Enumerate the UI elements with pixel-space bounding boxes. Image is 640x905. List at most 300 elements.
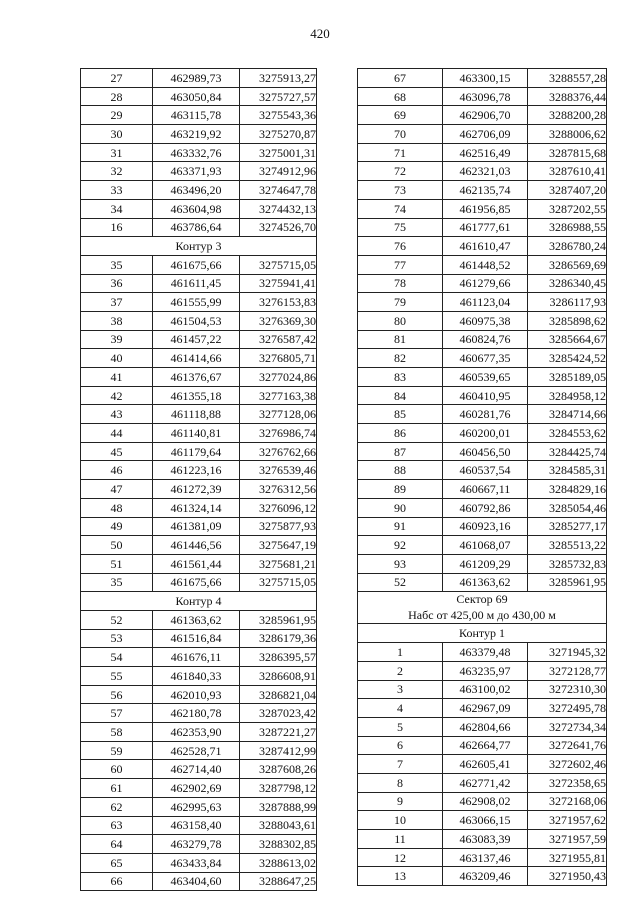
- x-coordinate: 462706,09: [443, 125, 528, 144]
- table-row: [358, 162, 607, 181]
- point-number: 33: [81, 181, 153, 200]
- y-coordinate: 3287608,26: [240, 760, 317, 779]
- y-coordinate: 3272128,77: [528, 661, 607, 680]
- point-number: 79: [358, 293, 443, 312]
- point-number: 82: [358, 349, 443, 368]
- x-coordinate: 460537,54: [443, 461, 528, 480]
- y-coordinate: 3276539,46: [240, 461, 317, 480]
- point-number: 85: [358, 405, 443, 424]
- point-number: 89: [358, 480, 443, 499]
- x-coordinate: 461457,22: [153, 330, 240, 349]
- x-coordinate: 461504,53: [153, 311, 240, 330]
- table-row: [81, 872, 317, 891]
- table-row: [358, 237, 607, 256]
- table-row: [358, 498, 607, 517]
- y-coordinate: 3288302,85: [240, 835, 317, 854]
- point-number: 69: [358, 106, 443, 125]
- y-coordinate: 3284958,12: [528, 386, 607, 405]
- table-row: [81, 573, 317, 592]
- y-coordinate: 3287412,99: [240, 741, 317, 760]
- y-coordinate: 3275647,19: [240, 536, 317, 555]
- table-row: [81, 274, 317, 293]
- table-row: [358, 218, 607, 237]
- table-row: [81, 610, 317, 629]
- y-coordinate: 3286117,93: [528, 293, 607, 312]
- table-row: [81, 311, 317, 330]
- x-coordinate: 461363,62: [443, 573, 528, 592]
- x-coordinate: 460539,65: [443, 368, 528, 387]
- point-number: 42: [81, 386, 153, 405]
- x-coordinate: 462967,09: [443, 699, 528, 718]
- table-row: [358, 736, 607, 755]
- x-coordinate: 463083,39: [443, 830, 528, 849]
- point-number: 6: [358, 736, 443, 755]
- x-coordinate: 461209,29: [443, 554, 528, 573]
- table-row: [358, 330, 607, 349]
- table-row: [358, 554, 607, 573]
- x-coordinate: 463279,78: [153, 835, 240, 854]
- x-coordinate: 461611,45: [153, 274, 240, 293]
- point-number: 59: [81, 741, 153, 760]
- y-coordinate: 3272310,30: [528, 680, 607, 699]
- point-number: 46: [81, 461, 153, 480]
- y-coordinate: 3287815,68: [528, 143, 607, 162]
- table-row: [81, 816, 317, 835]
- table-row: [81, 517, 317, 536]
- point-number: 81: [358, 330, 443, 349]
- point-number: 12: [358, 848, 443, 867]
- x-coordinate: 463158,40: [153, 816, 240, 835]
- x-coordinate: 463332,76: [153, 143, 240, 162]
- x-coordinate: 462714,40: [153, 760, 240, 779]
- x-coordinate: 460200,01: [443, 424, 528, 443]
- y-coordinate: 3271957,62: [528, 811, 607, 830]
- point-number: 37: [81, 293, 153, 312]
- point-number: 57: [81, 704, 153, 723]
- y-coordinate: 3285054,46: [528, 498, 607, 517]
- y-coordinate: 3284553,62: [528, 424, 607, 443]
- point-number: 60: [81, 760, 153, 779]
- y-coordinate: 3285961,95: [528, 573, 607, 592]
- x-coordinate: 461561,44: [153, 554, 240, 573]
- y-coordinate: 3276762,66: [240, 442, 317, 461]
- point-number: 65: [81, 853, 153, 872]
- x-coordinate: 461363,62: [153, 610, 240, 629]
- y-coordinate: 3272495,78: [528, 699, 607, 718]
- point-number: 52: [81, 610, 153, 629]
- point-number: 63: [81, 816, 153, 835]
- x-coordinate: 462664,77: [443, 736, 528, 755]
- point-number: 50: [81, 536, 153, 555]
- point-number: 53: [81, 629, 153, 648]
- x-coordinate: 462908,02: [443, 792, 528, 811]
- y-coordinate: 3285898,62: [528, 311, 607, 330]
- point-number: 40: [81, 349, 153, 368]
- x-coordinate: 462902,69: [153, 779, 240, 798]
- point-number: 43: [81, 405, 153, 424]
- table-row: [81, 143, 317, 162]
- y-coordinate: 3284425,74: [528, 442, 607, 461]
- y-coordinate: 3287407,20: [528, 181, 607, 200]
- x-coordinate: 461381,09: [153, 517, 240, 536]
- table-row: [358, 349, 607, 368]
- point-number: 67: [358, 69, 443, 88]
- table-row: [358, 573, 607, 592]
- x-coordinate: 462010,93: [153, 685, 240, 704]
- x-coordinate: 461956,85: [443, 199, 528, 218]
- x-coordinate: 461840,33: [153, 667, 240, 686]
- x-coordinate: 461414,66: [153, 349, 240, 368]
- table-body: [81, 69, 317, 891]
- y-coordinate: 3275913,27: [240, 69, 317, 88]
- table-row: [81, 797, 317, 816]
- x-coordinate: 463433,84: [153, 853, 240, 872]
- x-coordinate: 463300,15: [443, 69, 528, 88]
- table-row: [358, 773, 607, 792]
- table-row: [81, 554, 317, 573]
- table-row: [358, 405, 607, 424]
- table-row: [81, 218, 317, 237]
- y-coordinate: 3277024,86: [240, 368, 317, 387]
- point-number: 11: [358, 830, 443, 849]
- table-row: [358, 848, 607, 867]
- coordinates-table-left: [80, 68, 317, 891]
- x-coordinate: 461376,67: [153, 368, 240, 387]
- point-number: 90: [358, 498, 443, 517]
- table-row: [81, 181, 317, 200]
- table-row: [358, 755, 607, 774]
- table-row: [358, 811, 607, 830]
- point-number: 93: [358, 554, 443, 573]
- table-row: [81, 760, 317, 779]
- table-row: [358, 255, 607, 274]
- y-coordinate: 3285513,22: [528, 536, 607, 555]
- x-coordinate: 461676,11: [153, 648, 240, 667]
- x-coordinate: 462906,70: [443, 106, 528, 125]
- x-coordinate: 460677,35: [443, 349, 528, 368]
- x-coordinate: 463786,64: [153, 218, 240, 237]
- y-coordinate: 3275727,57: [240, 87, 317, 106]
- point-number: 49: [81, 517, 153, 536]
- x-coordinate: 461675,66: [153, 573, 240, 592]
- y-coordinate: 3286569,69: [528, 255, 607, 274]
- y-coordinate: 3288557,28: [528, 69, 607, 88]
- table-row: [358, 661, 607, 680]
- point-number: 2: [358, 661, 443, 680]
- table-row: [358, 125, 607, 144]
- table-row: [358, 792, 607, 811]
- y-coordinate: 3286395,57: [240, 648, 317, 667]
- y-coordinate: 3287610,41: [528, 162, 607, 181]
- point-number: 76: [358, 237, 443, 256]
- point-number: 52: [358, 573, 443, 592]
- y-coordinate: 3276986,74: [240, 424, 317, 443]
- sector-title: Сектор 69: [456, 592, 508, 607]
- x-coordinate: 462180,78: [153, 704, 240, 723]
- x-coordinate: 461123,04: [443, 293, 528, 312]
- point-number: 5: [358, 717, 443, 736]
- x-coordinate: 461355,18: [153, 386, 240, 405]
- table-row: [358, 143, 607, 162]
- point-number: 84: [358, 386, 443, 405]
- y-coordinate: 3274912,96: [240, 162, 317, 181]
- y-coordinate: 3286340,45: [528, 274, 607, 293]
- sector-header-row: [358, 592, 607, 624]
- table-row: [358, 536, 607, 555]
- y-coordinate: 3276369,30: [240, 311, 317, 330]
- y-coordinate: 3284829,16: [528, 480, 607, 499]
- point-number: 32: [81, 162, 153, 181]
- table-row: [81, 87, 317, 106]
- y-coordinate: 3276805,71: [240, 349, 317, 368]
- point-number: 51: [81, 554, 153, 573]
- y-coordinate: 3277128,06: [240, 405, 317, 424]
- table-row: [358, 643, 607, 662]
- x-coordinate: 460792,86: [443, 498, 528, 517]
- point-number: 56: [81, 685, 153, 704]
- point-number: 47: [81, 480, 153, 499]
- table-row: [358, 424, 607, 443]
- x-coordinate: 460923,16: [443, 517, 528, 536]
- x-coordinate: 461279,66: [443, 274, 528, 293]
- x-coordinate: 461610,47: [443, 237, 528, 256]
- x-coordinate: 463100,02: [443, 680, 528, 699]
- point-number: 7: [358, 755, 443, 774]
- x-coordinate: 462989,73: [153, 69, 240, 88]
- x-coordinate: 462995,63: [153, 797, 240, 816]
- point-number: 54: [81, 648, 153, 667]
- x-coordinate: 463604,98: [153, 199, 240, 218]
- point-number: 4: [358, 699, 443, 718]
- y-coordinate: 3288200,28: [528, 106, 607, 125]
- y-coordinate: 3286608,91: [240, 667, 317, 686]
- table-row: [81, 741, 317, 760]
- point-number: 72: [358, 162, 443, 181]
- table-row: [81, 685, 317, 704]
- table-row: [358, 442, 607, 461]
- y-coordinate: 3286821,04: [240, 685, 317, 704]
- y-coordinate: 3272641,76: [528, 736, 607, 755]
- point-number: 92: [358, 536, 443, 555]
- point-number: 9: [358, 792, 443, 811]
- sector-height-range: Набс от 425,00 м до 430,00 м: [408, 607, 556, 622]
- table-row: [81, 293, 317, 312]
- y-coordinate: 3285664,67: [528, 330, 607, 349]
- x-coordinate: 460410,95: [443, 386, 528, 405]
- y-coordinate: 3287888,99: [240, 797, 317, 816]
- point-number: 10: [358, 811, 443, 830]
- y-coordinate: 3287798,12: [240, 779, 317, 798]
- table-row: [81, 779, 317, 798]
- table-row: [358, 386, 607, 405]
- x-coordinate: 461118,88: [153, 405, 240, 424]
- table-row: [81, 704, 317, 723]
- point-number: 34: [81, 199, 153, 218]
- x-coordinate: 462516,49: [443, 143, 528, 162]
- y-coordinate: 3285732,83: [528, 554, 607, 573]
- table-row: [81, 723, 317, 742]
- y-coordinate: 3287221,27: [240, 723, 317, 742]
- x-coordinate: 461324,14: [153, 498, 240, 517]
- point-number: 58: [81, 723, 153, 742]
- point-number: 66: [81, 872, 153, 891]
- x-coordinate: 461555,99: [153, 293, 240, 312]
- point-number: 30: [81, 125, 153, 144]
- table-row: [81, 536, 317, 555]
- y-coordinate: 3285424,52: [528, 349, 607, 368]
- y-coordinate: 3272168,06: [528, 792, 607, 811]
- y-coordinate: 3274647,78: [240, 181, 317, 200]
- x-coordinate: 461777,61: [443, 218, 528, 237]
- point-number: 62: [81, 797, 153, 816]
- contour-header: Контур 3: [81, 237, 317, 256]
- page-number: 420: [310, 26, 330, 41]
- x-coordinate: 463096,78: [443, 87, 528, 106]
- point-number: 73: [358, 181, 443, 200]
- table-row: [358, 830, 607, 849]
- point-number: 83: [358, 368, 443, 387]
- contour-header-row: [81, 237, 317, 256]
- y-coordinate: 3288006,62: [528, 125, 607, 144]
- table-row: [358, 181, 607, 200]
- x-coordinate: 460975,38: [443, 311, 528, 330]
- y-coordinate: 3271957,59: [528, 830, 607, 849]
- y-coordinate: 3271955,81: [528, 848, 607, 867]
- coordinates-table-right: [357, 68, 607, 886]
- table-row: [358, 480, 607, 499]
- x-coordinate: 460281,76: [443, 405, 528, 424]
- point-number: 61: [81, 779, 153, 798]
- table-row: [81, 667, 317, 686]
- y-coordinate: 3285277,17: [528, 517, 607, 536]
- y-coordinate: 3275270,87: [240, 125, 317, 144]
- table-row: [358, 293, 607, 312]
- x-coordinate: 463066,15: [443, 811, 528, 830]
- y-coordinate: 3275001,31: [240, 143, 317, 162]
- point-number: 86: [358, 424, 443, 443]
- y-coordinate: 3276153,83: [240, 293, 317, 312]
- x-coordinate: 461223,16: [153, 461, 240, 480]
- table-row: [81, 199, 317, 218]
- y-coordinate: 3276312,56: [240, 480, 317, 499]
- y-coordinate: 3275543,36: [240, 106, 317, 125]
- table-row: [81, 498, 317, 517]
- point-number: 8: [358, 773, 443, 792]
- table-row: [81, 106, 317, 125]
- table-row: [81, 442, 317, 461]
- y-coordinate: 3287023,42: [240, 704, 317, 723]
- table-row: [358, 867, 607, 886]
- x-coordinate: 463496,20: [153, 181, 240, 200]
- y-coordinate: 3285961,95: [240, 610, 317, 629]
- point-number: 88: [358, 461, 443, 480]
- y-coordinate: 3288647,25: [240, 872, 317, 891]
- x-coordinate: 463379,48: [443, 643, 528, 662]
- y-coordinate: 3276096,12: [240, 498, 317, 517]
- contour-header: Контур 1: [358, 624, 607, 643]
- x-coordinate: 463235,97: [443, 661, 528, 680]
- y-coordinate: 3272358,65: [528, 773, 607, 792]
- point-number: 74: [358, 199, 443, 218]
- y-coordinate: 3285189,05: [528, 368, 607, 387]
- x-coordinate: 461448,52: [443, 255, 528, 274]
- point-number: 16: [81, 218, 153, 237]
- x-coordinate: 463219,92: [153, 125, 240, 144]
- y-coordinate: 3286988,55: [528, 218, 607, 237]
- point-number: 44: [81, 424, 153, 443]
- table-row: [81, 125, 317, 144]
- table-row: [81, 461, 317, 480]
- table-row: [81, 330, 317, 349]
- x-coordinate: 463115,78: [153, 106, 240, 125]
- point-number: 38: [81, 311, 153, 330]
- point-number: 3: [358, 680, 443, 699]
- y-coordinate: 3284714,66: [528, 405, 607, 424]
- y-coordinate: 3275681,21: [240, 554, 317, 573]
- x-coordinate: 462605,41: [443, 755, 528, 774]
- table-row: [358, 680, 607, 699]
- y-coordinate: 3286780,24: [528, 237, 607, 256]
- table-row: [81, 69, 317, 88]
- point-number: 27: [81, 69, 153, 88]
- x-coordinate: 462353,90: [153, 723, 240, 742]
- point-number: 91: [358, 517, 443, 536]
- point-number: 80: [358, 311, 443, 330]
- table-row: [358, 699, 607, 718]
- table-row: [358, 311, 607, 330]
- table-row: [81, 386, 317, 405]
- x-coordinate: 461446,56: [153, 536, 240, 555]
- y-coordinate: 3288376,44: [528, 87, 607, 106]
- y-coordinate: 3275715,05: [240, 573, 317, 592]
- table-row: [358, 274, 607, 293]
- table-row: [358, 517, 607, 536]
- x-coordinate: 461068,07: [443, 536, 528, 555]
- point-number: 87: [358, 442, 443, 461]
- table-body: [358, 69, 607, 886]
- table-row: [81, 405, 317, 424]
- table-row: [81, 480, 317, 499]
- x-coordinate: 460667,11: [443, 480, 528, 499]
- y-coordinate: 3272734,34: [528, 717, 607, 736]
- point-number: 35: [81, 255, 153, 274]
- sector-header: [358, 592, 607, 624]
- x-coordinate: 460456,50: [443, 442, 528, 461]
- point-number: 13: [358, 867, 443, 886]
- x-coordinate: 463209,46: [443, 867, 528, 886]
- table-row: [81, 349, 317, 368]
- y-coordinate: 3274432,13: [240, 199, 317, 218]
- table-row: [358, 199, 607, 218]
- y-coordinate: 3275877,93: [240, 517, 317, 536]
- table-row: [358, 717, 607, 736]
- x-coordinate: 463050,84: [153, 87, 240, 106]
- table-row: [358, 368, 607, 387]
- table-row: [358, 461, 607, 480]
- point-number: 36: [81, 274, 153, 293]
- point-number: 68: [358, 87, 443, 106]
- y-coordinate: 3286179,36: [240, 629, 317, 648]
- y-coordinate: 3271945,32: [528, 643, 607, 662]
- table-row: [81, 835, 317, 854]
- table-row: [81, 424, 317, 443]
- y-coordinate: 3277163,38: [240, 386, 317, 405]
- table-row: [81, 162, 317, 181]
- x-coordinate: 461140,81: [153, 424, 240, 443]
- point-number: 70: [358, 125, 443, 144]
- point-number: 1: [358, 643, 443, 662]
- point-number: 29: [81, 106, 153, 125]
